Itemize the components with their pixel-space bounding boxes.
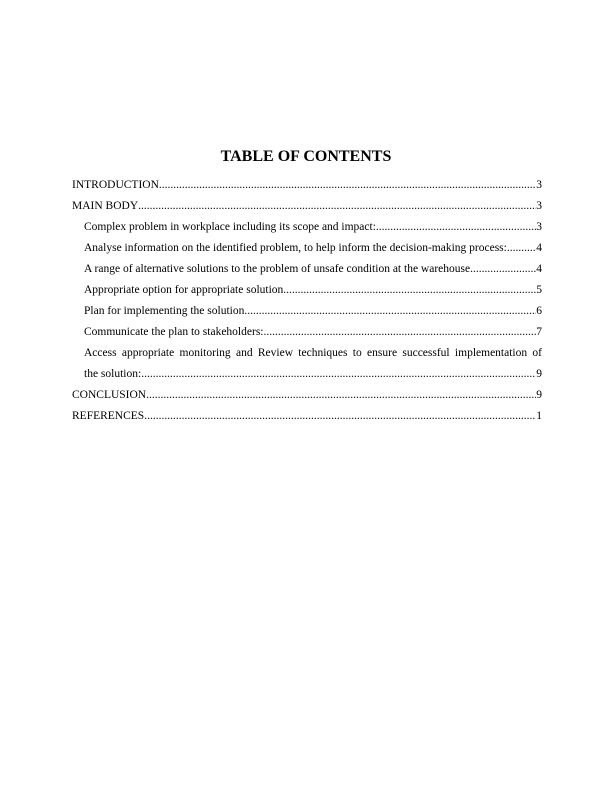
toc-page-number: 6 <box>536 305 542 317</box>
toc-entry-text: Complex problem in workplace including its scope and impact: <box>84 221 376 233</box>
toc-page-number: 5 <box>536 284 542 296</box>
toc-entry-references[interactable] <box>72 406 542 427</box>
toc-entry-text: A range of alternative solutions to the problem of unsafe condition at the warehouse <box>84 263 471 275</box>
dot-leader <box>244 301 536 322</box>
toc-entry-text: Communicate the plan to stakeholders: <box>84 326 264 338</box>
toc-entry-text: MAIN BODY <box>72 200 139 212</box>
toc-entry-appropriate-option[interactable] <box>72 280 542 301</box>
dot-leader <box>376 217 536 238</box>
dot-leader <box>144 406 536 427</box>
toc-entry-text: Plan for implementing the solution <box>84 305 245 317</box>
toc-entry-text: Appropriate option for appropriate solution <box>84 284 284 296</box>
toc-page-number: 4 <box>536 242 542 254</box>
dot-leader <box>138 196 536 217</box>
toc-entry-text-line2: the solution: <box>84 368 142 380</box>
toc-page-number: 7 <box>536 326 542 338</box>
toc-entry-line2 <box>84 364 542 385</box>
toc-title: TABLE OF CONTENTS <box>220 148 392 165</box>
dot-leader <box>141 364 536 385</box>
toc-entry-analyse-information[interactable] <box>72 238 542 259</box>
toc-page-number: 9 <box>536 368 542 380</box>
toc-entry-text: CONCLUSION <box>72 389 147 401</box>
toc-entry-text: REFERENCES <box>72 410 145 422</box>
toc-entry-main-body[interactable] <box>72 196 542 217</box>
toc-entry-introduction[interactable] <box>72 175 542 196</box>
toc-entry-conclusion[interactable] <box>72 385 542 406</box>
toc-entry-plan-implementing[interactable] <box>72 301 542 322</box>
dot-leader <box>146 385 536 406</box>
dot-leader <box>470 259 536 280</box>
toc-page-number: 3 <box>536 221 542 233</box>
toc-entry-text: Analyse information on the identified problem, to help inform the decision-making process: <box>84 242 507 254</box>
toc-page-number: 4 <box>536 263 542 275</box>
toc-entry-alternative-solutions[interactable] <box>72 259 542 280</box>
toc-page-number: 3 <box>536 200 542 212</box>
toc-entry-text-line1: Access appropriate monitoring and Review techniques to ensure successful implementation of <box>84 347 542 359</box>
dot-leader <box>264 322 537 343</box>
toc-entry-complex-problem[interactable] <box>72 217 542 238</box>
toc-entry-text: INTRODUCTION <box>72 179 159 191</box>
toc-entry-monitoring-review[interactable] <box>72 343 542 385</box>
dot-leader <box>159 175 536 196</box>
toc-entry-communicate-plan[interactable] <box>72 322 542 343</box>
toc-page-number: 1 <box>536 410 542 422</box>
toc-page-number: 9 <box>536 389 542 401</box>
toc-page-number: 3 <box>536 179 542 191</box>
dot-leader <box>283 280 536 301</box>
dot-leader <box>507 238 536 259</box>
table-of-contents <box>72 175 542 427</box>
